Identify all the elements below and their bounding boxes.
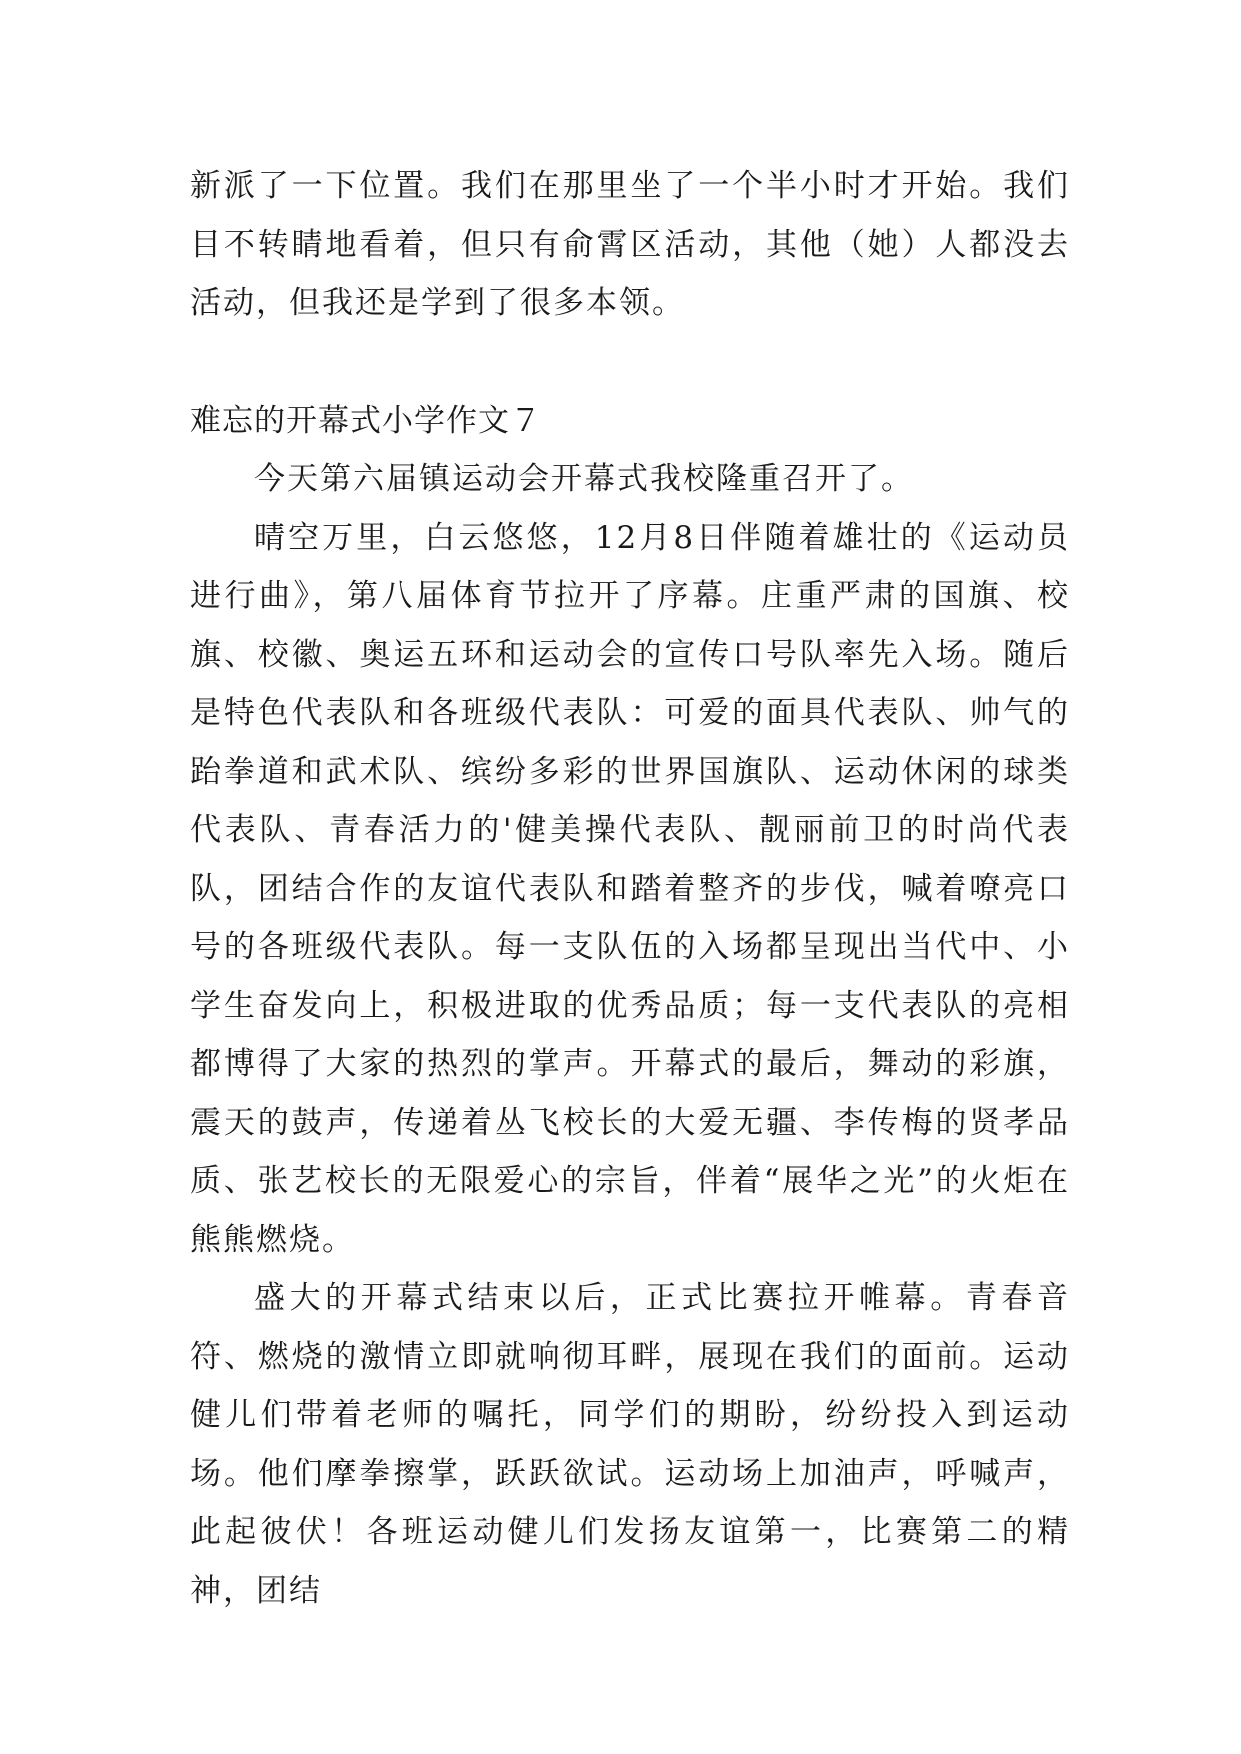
paragraph-opening: 今天第六届镇运动会开幕式我校隆重召开了。 <box>254 461 914 497</box>
paragraph-ceremony: 晴空万里，白云悠悠，12月8日伴随着雄壮的《运动员进行曲》，第八届体育节拉开了序幕。庄重严肃的国旗、校旗、校徽、奥运五环和运动会的宣传口号队率先入场。随后是特色代表队和各班级代表队：可爱的面具代表队、帅气的跆拳道和武术队、缤纷多彩的世界国旗队、运动休闲的球类代表队、青春活力的'健美操代表队、靓丽前卫的时尚代表队，团结合作的友谊代表队和踏着整齐的步伐，喊着嘹亮口号的各班级代表队。每一支队伍的入场都呈现出当代中、小学生奋发向上，积极进取的优秀品质；每一支代表队的亮相都博得了大家的热烈的掌声。开幕式的最后，舞动的彩旗，震天的鼓声，传递着丛飞校长的大爱无疆、李传梅的贤孝品质、张艺校长的无限爱心的宗旨，伴着“展华之光”的火炬在熊熊燃烧。 <box>190 519 1070 1258</box>
paragraph-competition: 盛大的开幕式结束以后，正式比赛拉开帷幕。青春音符、燃烧的激情立即就响彻耳畔，展现在我们的面前。运动健儿们带着老师的嘱托，同学们的期盼，纷纷投入到运动场。他们摩拳擦掌，跃跃欲试。运动场上加油声，呼喊声，此起彼伏！各班运动健儿们发扬友谊第一，比赛第二的精神，团结 <box>190 1280 1070 1609</box>
essay-body <box>190 450 1070 1620</box>
section-heading: 难忘的开幕式小学作文７ <box>190 403 542 439</box>
continuation-paragraph: 新派了一下位置。我们在那里坐了一个半小时才开始。我们目不转睛地看着，但只有俞霄区活动，其他（她）人都没去活动，但我还是学到了很多本领。 <box>190 168 1070 321</box>
continuation-text <box>190 157 1070 333</box>
